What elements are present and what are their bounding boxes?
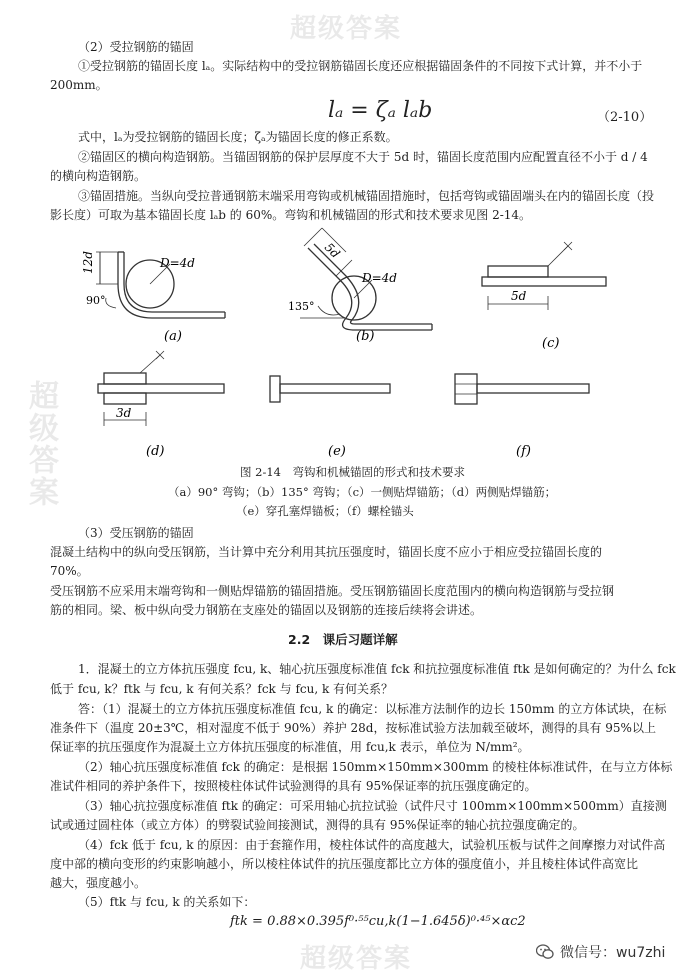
wechat-icon [536, 944, 554, 960]
answer-3-line-1: （3）轴心抗拉强度标准值 ftk 的确定：可采用轴心抗拉试验（试件尺寸 100mm×100mm×500mm）直接测 [78, 799, 667, 813]
answer-1-line-1: 答：（1）混凝土的立方体抗压强度标准值 fcu, k 的确定：以标准方法制作的边长 150mm 的立方体试块，在标 [78, 702, 667, 716]
plug-weld-plate-drawing [270, 376, 390, 402]
paragraph-1-line-2: 200mm。 [50, 78, 108, 92]
answer-4-line-1: （4）fck 低于 fcu, k 的原因：由于套箍作用，棱柱体试件的高度越大，试验机压板与试件之间摩擦力对试件高 [78, 838, 666, 852]
answer-3-line-2: 试或通过圆柱体（或立方体）的劈裂试验间接测试，测得的具有 95%保证率的轴心抗拉强度确定的。 [50, 818, 585, 832]
bolt-head-drawing [455, 374, 589, 404]
paragraph-1-line-1: ①受拉钢筋的锚固长度 lₐ。实际结构中的受拉钢筋锚固长度还应根据锚固条件的不同按下式计算，并不小于 [78, 59, 643, 73]
question-1-line-1: 1．混凝土的立方体抗压强度 fcu, k、轴心抗压强度标准值 fck 和抗拉强度标准值 ftk 是如何确定的？为什么 fck [78, 662, 676, 676]
one-side-weld-drawing [482, 242, 606, 310]
section-heading-tension: （2）受拉钢筋的锚固 [78, 40, 194, 54]
paragraph-3-line-2: 影长度）可取为基本锚固长度 lₐb 的 60%。弯钩和机械锚固的形式和技术要求见图 2-14。 [50, 208, 532, 222]
dim-angle-90: 90° [86, 294, 106, 307]
figure-caption-line-1: （a）90° 弯钩；（b）135° 弯钩；（c）一侧贴焊锚筋；（d）两侧贴焊锚筋； [168, 485, 557, 499]
formula-description: 式中，lₐ为受拉钢筋的锚固长度；ζₐ为锚固长度的修正系数。 [78, 130, 398, 144]
section-heading-compression: （3）受压钢筋的锚固 [78, 526, 194, 540]
wechat-badge [536, 942, 665, 962]
answer-2-line-2: 准试件相同的养护条件下，按照棱柱体试件试验测得的具有 95%保证率的抗压强度确定的。 [50, 779, 537, 793]
dim-D4d-b: D=4d [362, 271, 397, 285]
dim-12d: 12d [81, 251, 95, 274]
dim-3d: 3d [116, 406, 132, 420]
figure-2-14 [0, 222, 688, 482]
section-title-2-2: 2.2 课后习题详解 [288, 632, 398, 647]
label-c: (c) [542, 336, 560, 351]
figure-caption-title: 图 2-14 弯钩和机械锚固的形式和技术要求 [240, 465, 465, 479]
watermark-bottom: 超级答案 [300, 944, 413, 974]
paragraph-5-line-2: 筋的相同。梁、板中纵向受力钢筋在支座处的锚固以及钢筋的连接后续将会讲述。 [50, 603, 483, 617]
question-1-line-2: 低于 fcu, k？ftk 与 fcu, k 有何关系？fck 与 fcu, k 有何关系？ [50, 682, 394, 696]
paragraph-2-line-1: ②锚固区的横向构造钢筋。当锚固钢筋的保护层厚度不大于 5d 时，锚固长度范围内应配置直径不小于 d / 4 [78, 150, 648, 164]
paragraph-3-line-1: ③锚固措施。当纵向受拉普通钢筋末端采用弯钩或机械锚固措施时，包括弯钩或锚固端头在内的锚固长度（投 [78, 189, 655, 203]
dim-5d-b: 5d [321, 240, 343, 261]
equation-number: （2-10） [597, 110, 653, 125]
watermark-left: 超级答案 [23, 380, 58, 508]
answer-2-line-1: （2）轴心抗压强度标准值 fck 的确定：是根据 150mm×150mm×300mm 的棱柱体标准试件，在与立方体标 [78, 760, 673, 774]
paragraph-4-line-2: 70%。 [50, 564, 89, 578]
dim-5d-c: 5d [511, 289, 527, 303]
label-f: (f) [516, 444, 531, 459]
wechat-id: 微信号：wu7zhi [560, 945, 666, 961]
paragraph-2-line-2: 的横向构造钢筋。 [50, 169, 147, 183]
watermark-top: 超级答案 [290, 14, 403, 44]
paragraph-5-line-1: 受压钢筋不应采用末端弯钩和一侧贴焊锚筋的锚固措施。受压钢筋锚固长度范围内的横向构造钢筋与受拉钢 [50, 584, 615, 598]
dim-D4d-a: D=4d [160, 256, 195, 270]
paragraph-4-line-1: 混凝土结构中的纵向受压钢筋，当计算中充分利用其抗压强度时，锚固长度不应小于相应受拉锚固长度的 [50, 545, 603, 559]
answer-4-line-2: 度中部的横向变形的约束影响越小，所以棱柱体试件的抗压强度都比立方体的强度值小，并且棱柱体试件高宽比 [50, 857, 639, 871]
answer-1-line-2: 准条件下（温度 20±3℃，相对湿度不低于 90%）养护 28d，按标准试验方法加载至破坏，测得的具有 95%以上 [50, 721, 656, 735]
formula-anchorage-length: lₐ = ζₐ lₐb [328, 98, 433, 123]
label-a: (a) [164, 329, 182, 344]
answer-4-line-3: 越大，强度越小。 [50, 876, 147, 890]
label-e: (e) [328, 444, 346, 459]
dim-angle-135: 135° [288, 300, 315, 313]
formula-ftk: ftk = 0.88×0.395f⁰·⁵⁵cu,k(1−1.645δ)⁰·⁴⁵×αc2 [230, 914, 526, 929]
label-b: (b) [356, 329, 375, 344]
label-d: (d) [146, 444, 165, 459]
answer-1-line-3: 保证率的抗压强度作为混凝土立方体抗压强度的标准值，用 fcu,k 表示，单位为 N/mm²。 [50, 740, 530, 754]
answer-5-line-1: （5）ftk 与 fcu, k 的关系如下： [78, 895, 256, 909]
figure-caption-line-2: （e）穿孔塞焊锚板；（f）螺栓锚头 [236, 504, 414, 518]
